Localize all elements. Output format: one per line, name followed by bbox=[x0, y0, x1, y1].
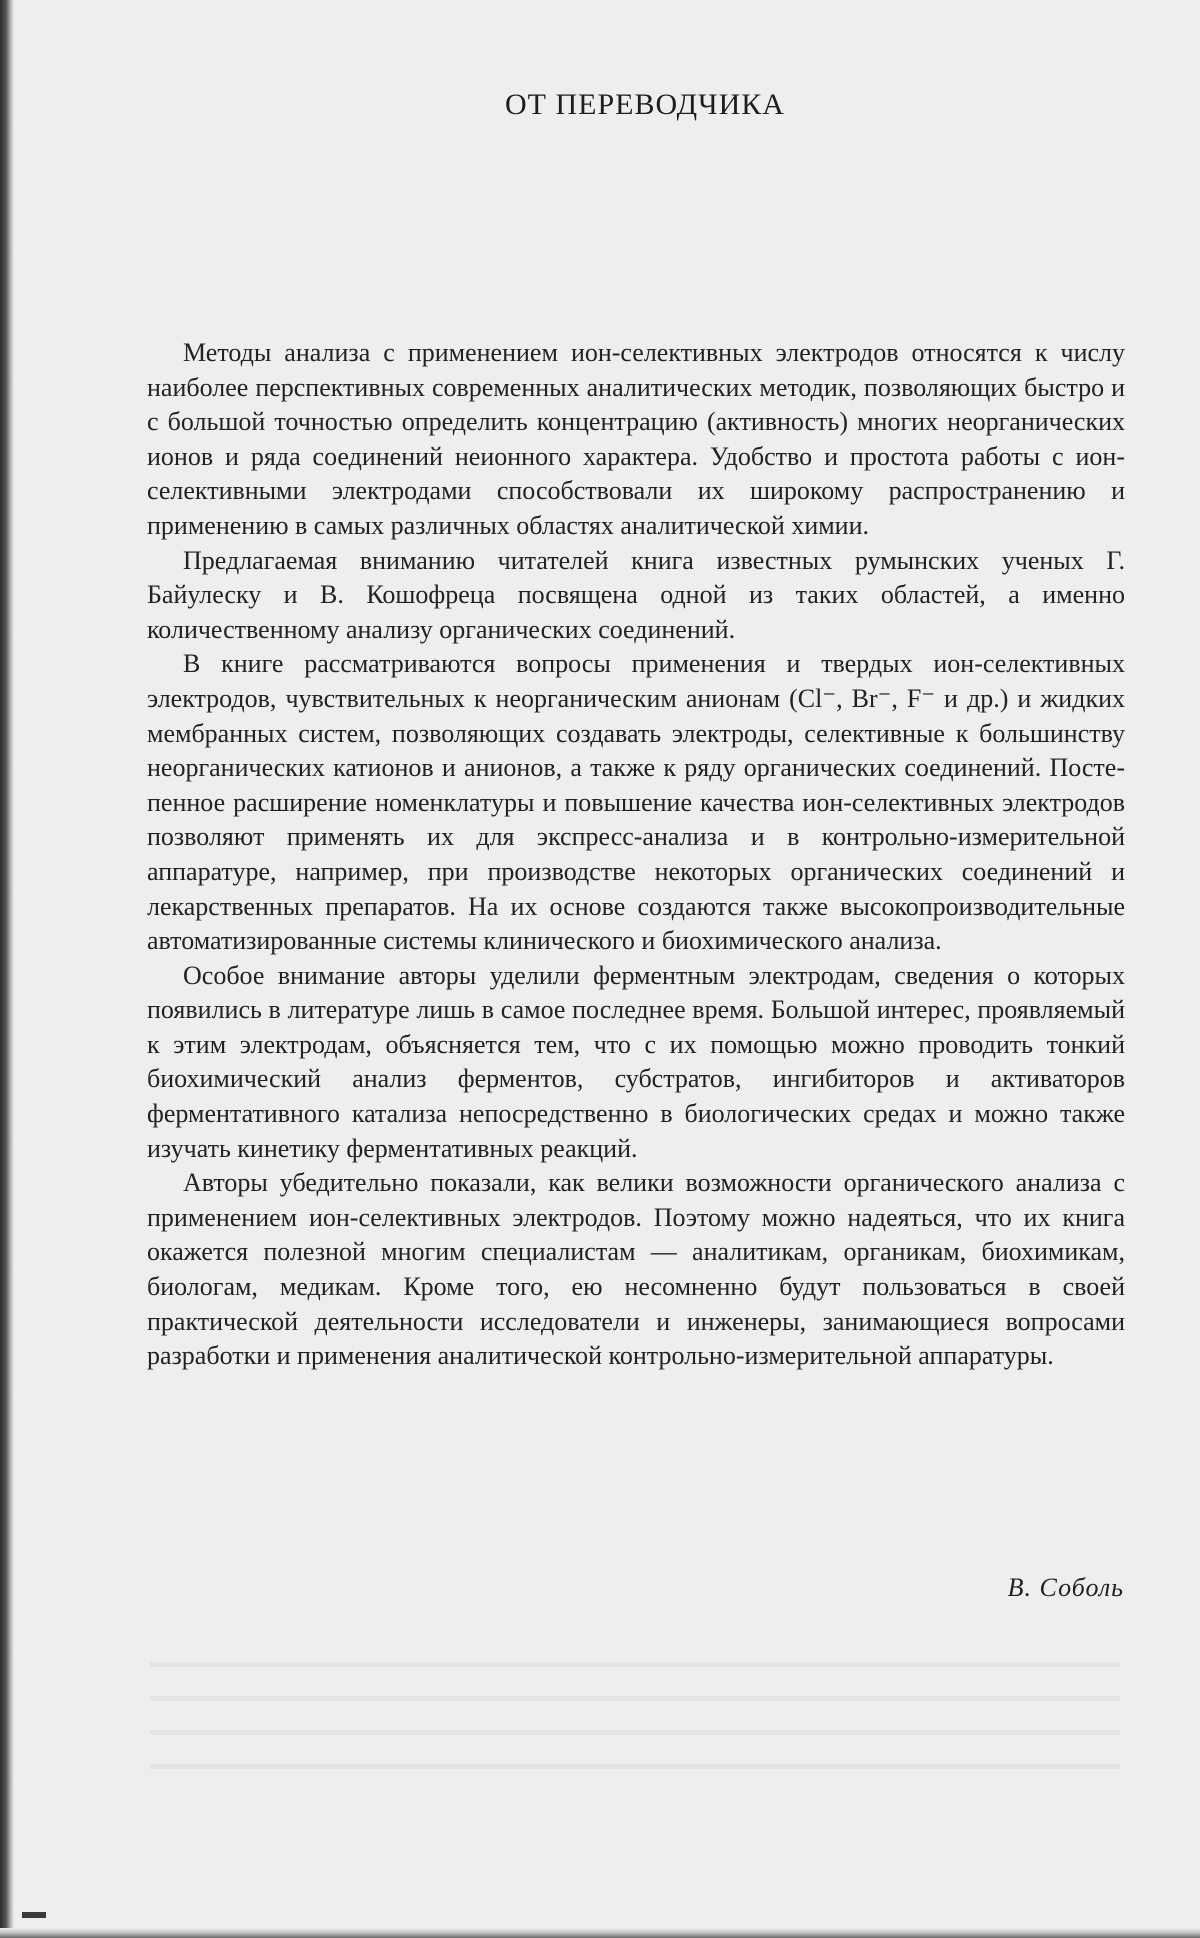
page-title: ОТ ПЕРЕВОДЧИКА bbox=[505, 88, 785, 121]
paragraph-5: Авторы убедительно показали, как велики возможности органического анализа с применением ион-селективных электродов. Поэтому можно надеяться, что их книга окажется полезной многим специалистам — аналитикам, органикам, биохимикам, биологам, медикам. Кроме того, ею несомненно будут пользоваться в своей практической деятельности исследователи и инженеры, занимающиеся вопросами разработки и применения аналитической контрольно-измерительной аппаратуры. bbox=[147, 1168, 1125, 1371]
scan-bottom-edge bbox=[0, 1928, 1200, 1938]
scan-corner-mark bbox=[22, 1912, 46, 1918]
translator-preface-text bbox=[147, 336, 1125, 1374]
bleed-through-shadow bbox=[150, 1640, 1120, 1780]
paragraph-1: Методы анализа с применением ион-селективных электродов относятся к числу наиболее перспективных современных аналитических методик, позволяющих быстро и с большой точностью определить концентрацию (активность) многих неорганических ионов и ряда соединений неионного характера. Удобство и простота работы с ион-селективными электродами способствовали их широкому распространению и применению в самых различных областях аналитической химии. bbox=[147, 338, 1125, 540]
paragraph-2: Предлагаемая вниманию читателей книга известных румынских ученых Г. Байулеску и В. Кошофреца посвящена одной из таких областей, а именно количественному анализу органических соединений. bbox=[147, 545, 1125, 644]
paragraph-4: Особое внимание авторы уделили ферментным электродам, сведения о которых появились в литературе лишь в самое последнее время. Большой интерес, проявляемый к этим электродам, объясняется тем, что с их помощью можно проводить тонкий биохимический анализ ферментов, субстратов, ингибиторов и активаторов ферментативного катализа непосредственно в биологических средах и можно также изучать кинетику ферментативных реакций. bbox=[147, 960, 1125, 1163]
scan-left-edge bbox=[0, 0, 14, 1938]
translator-signature: В. Соболь bbox=[1007, 1573, 1124, 1602]
paragraph-3: В книге рассматриваются вопросы применения и твердых ион-селективных электродов, чувствительных к неорганическим анионам (Cl⁻, Br⁻, F⁻ и др.) и жидких мембранных систем, позволяющих создавать электроды, селективные к большинству неорганических катионов и анионов, а также к ряду органических соединений. Постепенное расширение номенклатуры и повышение качества ион-селективных электродов позволяют применять их для экспресс-анализа и в контрольно-измерительной аппаратуре, например, при производстве некоторых органических соединений и лекарственных препаратов. На их основе создаются также высокопроизводительные автоматизированные системы клинического и биохимического анализа. bbox=[147, 649, 1125, 956]
